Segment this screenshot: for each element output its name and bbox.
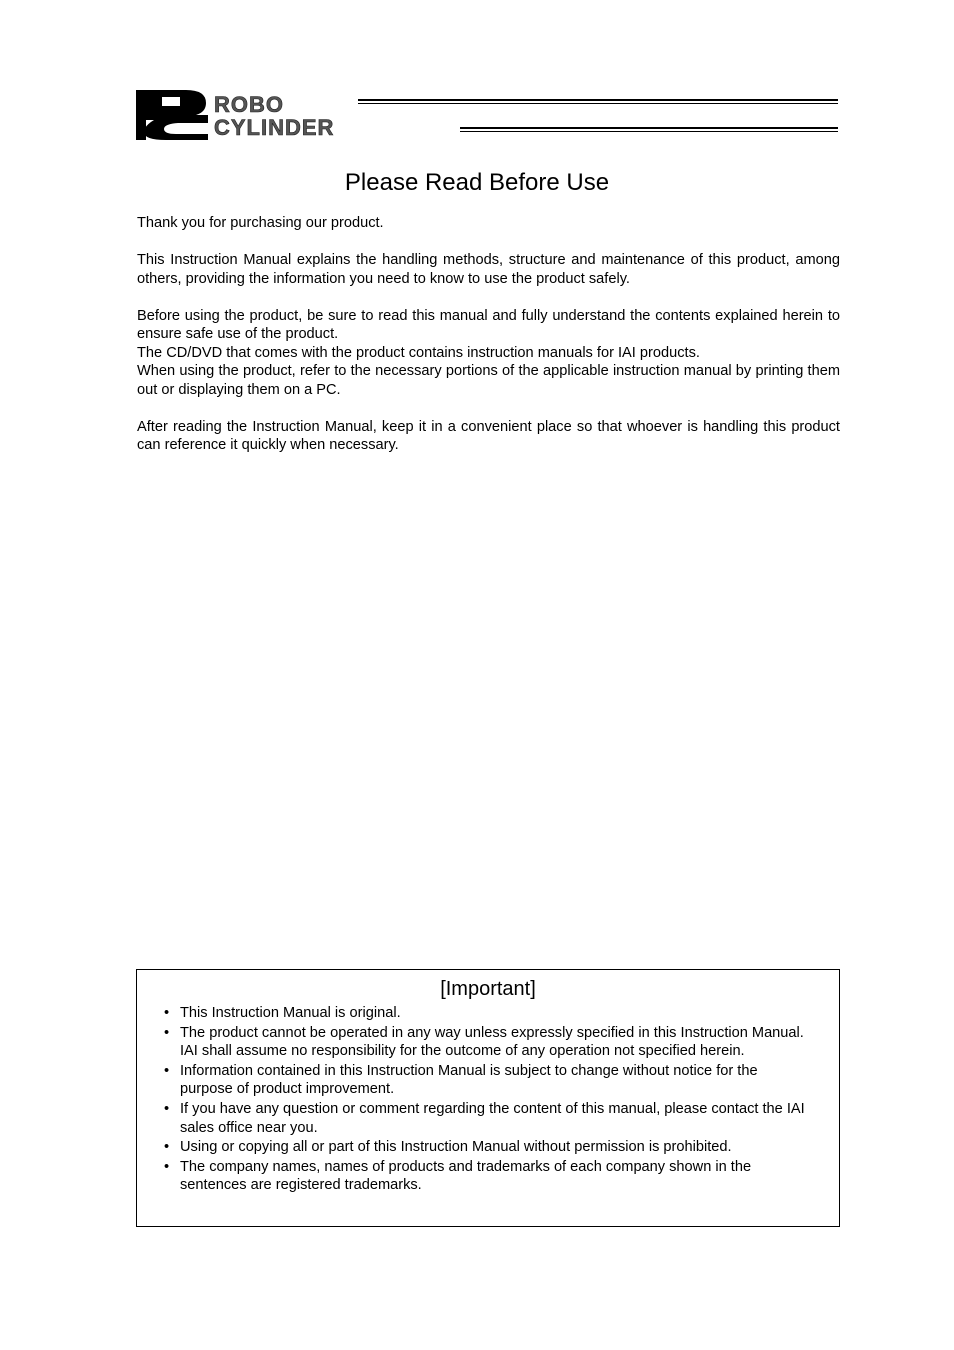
header-rule-bottom	[460, 127, 838, 132]
bullet-icon: •	[164, 1139, 170, 1156]
list-item: • If you have any question or comment regarding the content of this manual, please contact the IAI sales office near you.	[164, 1100, 805, 1136]
list-item: • The company names, names of products and trademarks of each company shown in the sentences are registered trademarks.	[164, 1158, 752, 1194]
logo-text-cylinder: CYLINDER	[214, 115, 335, 140]
page-title: Please Read Before Use	[344, 169, 610, 196]
important-title: [Important]	[440, 978, 536, 1000]
list-item: • This Instruction Manual is original.	[164, 1005, 401, 1021]
intro-text	[137, 214, 840, 473]
logo-text-robo: ROBO	[214, 92, 284, 117]
important-list	[137, 1004, 839, 1195]
paragraph-when-using: When using the product, refer to the necessary portions of the applicable instruction manual by printing them out or displaying them on a PC.	[137, 363, 840, 398]
bullet-icon: •	[164, 1005, 170, 1021]
bullet-icon: •	[164, 1062, 170, 1079]
bullet-icon: •	[164, 1158, 170, 1175]
paragraph-cd-dvd: The CD/DVD that comes with the product contains instruction manuals for IAI products.	[137, 344, 700, 361]
rc-monogram-icon	[136, 90, 208, 140]
header-rule-top	[358, 99, 838, 104]
list-item: • Information contained in this Instruction Manual is subject to change without notice for the purpose of product improvement.	[164, 1062, 758, 1098]
paragraph-thanks: Thank you for purchasing our product.	[137, 215, 384, 231]
important-notice-box	[136, 969, 840, 1227]
bullet-icon: •	[164, 1024, 170, 1041]
paragraph-manual-explains: This Instruction Manual explains the handling methods, structure and maintenance of this product, among others, providing the information you need to know to use the product safely.	[137, 252, 840, 287]
bullet-icon: •	[164, 1100, 170, 1117]
list-item: • The product cannot be operated in any way unless expressly specified in this Instruction Manual. IAI shall assume no responsibility for the outcome of any operation not specified herein.	[164, 1024, 804, 1060]
paragraph-after-reading: After reading the Instruction Manual, keep it in a convenient place so that whoever is handling this product can reference it quickly when necessary.	[137, 418, 840, 453]
list-item: • Using or copying all or part of this Instruction Manual without permission is prohibited.	[164, 1139, 732, 1156]
page-header	[136, 90, 840, 142]
robo-cylinder-logo	[136, 90, 840, 142]
paragraph-before-using: Before using the product, be sure to read this manual and fully understand the contents explained herein to ensure safe use of the product.	[137, 307, 840, 342]
